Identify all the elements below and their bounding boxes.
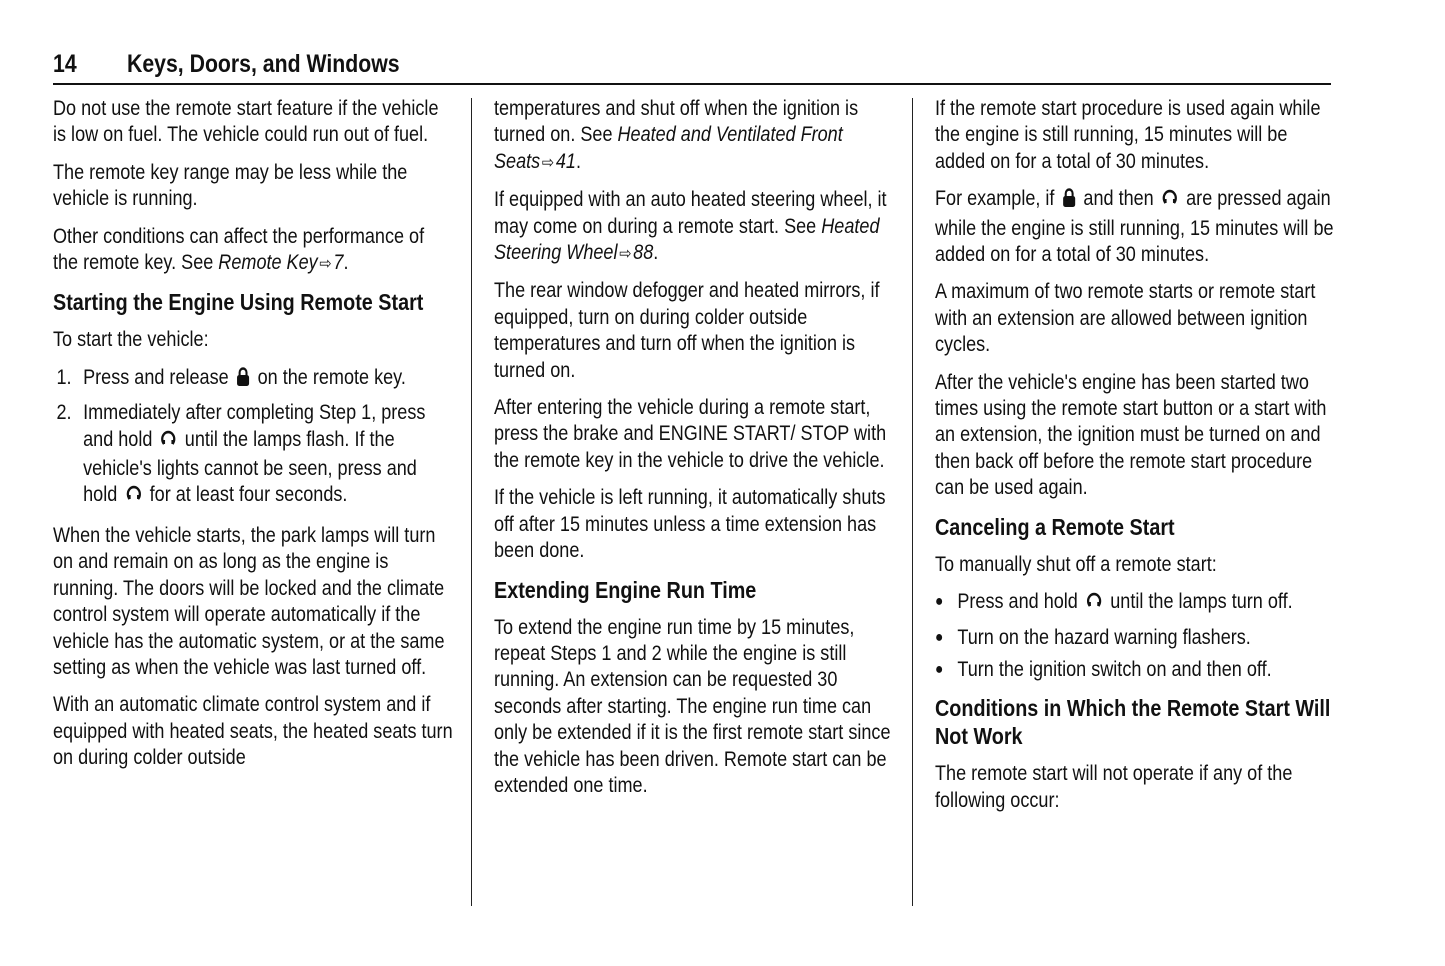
- column-2: [494, 96, 894, 810]
- cross-reference-link[interactable]: [218, 251, 343, 274]
- section-heading: Starting the Engine Using Remote Start: [53, 289, 424, 316]
- paragraph: If the remote start procedure is used again while the engine is still running, 15 minutes will be added on for a total of 30 minutes.: [935, 97, 1321, 173]
- page-arrow-icon: ⇨: [541, 152, 555, 172]
- text: until the lamps flash. If the vehicle's lights cannot be seen, press and hold: [83, 427, 417, 507]
- text: Press and hold: [957, 590, 1078, 614]
- list-item: [53, 365, 444, 394]
- paragraph: With an automatic climate control system and if equipped with heated seats, the heated seats turn on during colder outside: [53, 693, 453, 770]
- remote-start-icon: [160, 429, 177, 456]
- column-divider: [912, 98, 913, 906]
- paragraph: A maximum of two remote starts or remote start with an extension are allowed between ignition cycles.: [935, 280, 1316, 357]
- text: temperatures and shut off when the ignition is turned on. See: [494, 97, 859, 147]
- paragraph: After the vehicle's engine has been started two times using the remote start button or a start with an extension, the ignition must be turned on and then back off before the remote start procedure can be used again.: [935, 370, 1327, 500]
- remote-start-icon: [1085, 591, 1102, 618]
- reference-title: Heated and Ventilated Front Seats: [494, 123, 843, 173]
- paragraph: Other conditions can affect the performance of the remote key. See Remote Key ⇨7.: [53, 224, 453, 278]
- remote-start-icon: [1161, 188, 1178, 215]
- text: and then: [1083, 187, 1154, 211]
- reference-title: Remote Key: [218, 251, 318, 275]
- step-number: 2.: [56, 401, 72, 425]
- paragraph: To start the vehicle:: [53, 328, 209, 352]
- list-item: ● Turn the ignition switch on and then off.: [935, 657, 1336, 683]
- paragraph: When the vehicle starts, the park lamps will turn on and remain on as long as the engine is running. The doors will be locked and the climate control system will operate automatically if the vehicle has the automatic system, or at the same setting as when the vehicle was last turned off.: [53, 523, 445, 679]
- list-item: [935, 589, 1336, 618]
- column-3: [935, 96, 1335, 825]
- paragraph: After entering the vehicle during a remote start, press the brake and ENGINE START/ STOP with the remote key in the vehicle to drive the vehicle.: [494, 396, 887, 472]
- section-heading: Extending Engine Run Time: [494, 576, 757, 603]
- page-title: Keys, Doors, and Windows: [127, 50, 400, 78]
- lock-icon: [236, 367, 250, 394]
- paragraph: To extend the engine run time by 15 minutes, repeat Steps 1 and 2 while the engine is still running. An extension can be requested 30 seconds after starting. The engine run time can only be extended if it is the first remote start since the vehicle has been driven. Remote start can be extended one time.: [494, 615, 891, 797]
- reference-page: 88: [633, 241, 654, 265]
- paragraph: temperatures and shut off when the ignition is turned on. See Heated and Ventilated Front Seats ⇨41.: [494, 96, 894, 176]
- text: Immediately after completing Step 1, press and hold: [83, 401, 426, 451]
- reference-title: Heated Steering Wheel: [494, 214, 880, 265]
- paragraph: [935, 186, 1335, 268]
- column-divider: [471, 98, 472, 906]
- text: Press and release: [83, 365, 229, 389]
- text: until the lamps turn off.: [1110, 590, 1293, 614]
- page-arrow-icon: ⇨: [319, 254, 332, 274]
- text: on the remote key.: [257, 365, 406, 389]
- text: Other conditions can affect the performance of the remote key. See: [53, 224, 425, 275]
- paragraph: The remote key range may be less while the vehicle is running.: [53, 160, 408, 211]
- text: If equipped with an auto heated steering wheel, it may come on during a remote start. See: [494, 188, 887, 238]
- bullet-list: [935, 589, 1335, 683]
- steps-list: [53, 365, 453, 512]
- reference-page: 7: [333, 251, 344, 275]
- section-heading: Canceling a Remote Start: [935, 513, 1175, 540]
- text: for at least four seconds.: [149, 483, 348, 507]
- section-heading: Conditions in Which the Remote Start Will Not Work: [935, 695, 1331, 750]
- remote-start-icon: [125, 484, 142, 511]
- step-number: 1.: [56, 365, 72, 389]
- column-1: [53, 96, 453, 783]
- paragraph: Do not use the remote start feature if the vehicle is low on fuel. The vehicle could run out of fuel.: [53, 97, 439, 147]
- text: For example, if: [935, 187, 1055, 211]
- lock-icon: [1062, 188, 1076, 215]
- text: are pressed again while the engine is still running, 15 minutes will be added on for a total of 30 minutes.: [935, 187, 1334, 267]
- page-header: [53, 50, 1331, 85]
- list-item: [53, 400, 444, 512]
- paragraph: The rear window defogger and heated mirrors, if equipped, turn on during colder outside temperatures and turn off when the ignition is turned on.: [494, 279, 880, 382]
- page-arrow-icon: ⇨: [619, 244, 632, 264]
- paragraph: If equipped with an auto heated steering wheel, it may come on during a remote start. See Heated Steering Wheel ⇨88.: [494, 187, 894, 267]
- reference-page: 41: [555, 149, 576, 173]
- paragraph: The remote start will not operate if any of the following occur:: [935, 762, 1293, 812]
- paragraph: If the vehicle is left running, it automatically shuts off after 15 minutes unless a time extension has been done.: [494, 486, 886, 563]
- paragraph: To manually shut off a remote start:: [935, 552, 1217, 576]
- page-number: 14: [53, 50, 77, 78]
- list-item: ● Turn on the hazard warning flashers.: [935, 625, 1336, 651]
